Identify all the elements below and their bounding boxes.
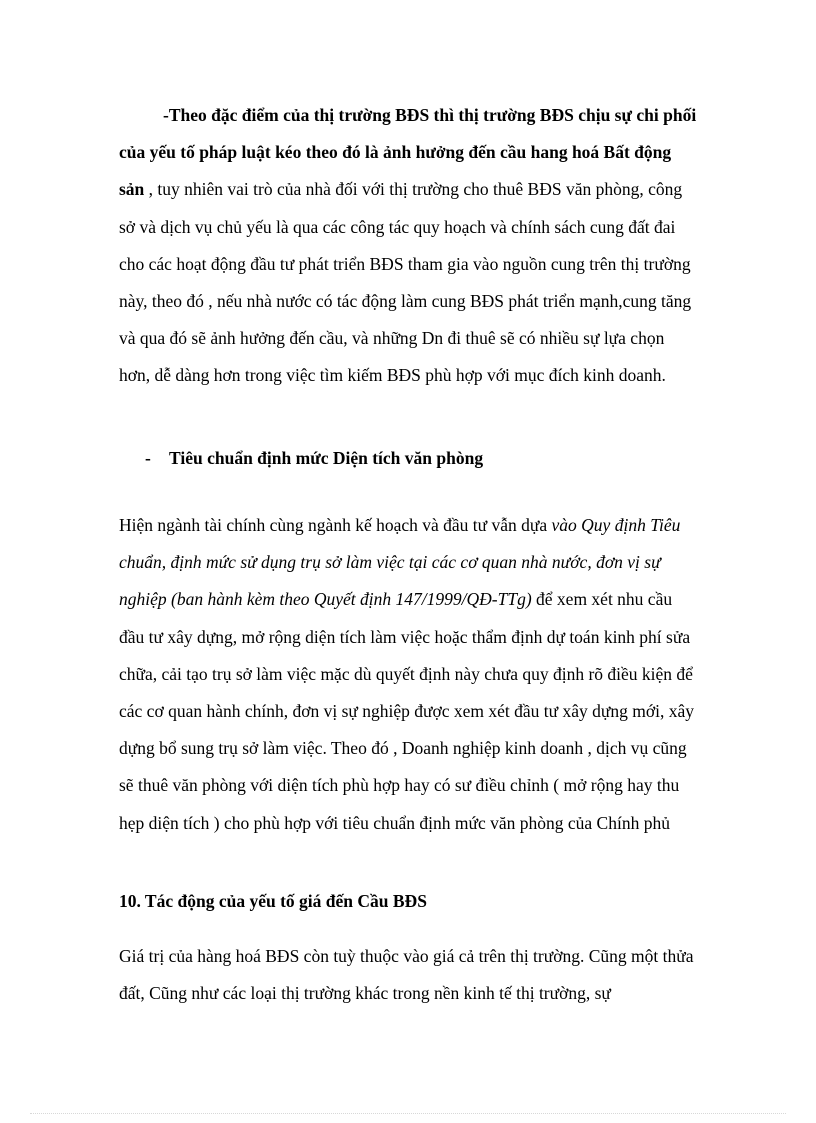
paragraph-legal-factors (119, 97, 699, 395)
bullet-dash: - (145, 448, 151, 468)
paragraph-legal-factors-bold: -Theo đặc điểm của thị trường BĐS thì thị trường BĐS chịu sự chi phối của yếu tố pháp luật kéo theo đó là ảnh hưởng đến cầu hang hoá Bất động sản (119, 105, 697, 200)
section-heading-office-standards (145, 440, 483, 477)
paragraph-price-impact: Giá trị của hàng hoá BĐS còn tuỳ thuộc vào giá cả trên thị trường. Cũng một thửa đất, Cũng như các loại thị trường khác trong nền kinh tế thị trường, sự (119, 946, 694, 1004)
paragraph-office-standards (119, 507, 699, 842)
paragraph-office-standards-regulation: vào Quy định Tiêu chuẩn, định mức sử dụng trụ sở làm việc tại các cơ quan nhà nước, đơn vị sự nghiệp (ban hành kèm theo Quyết định 147/1999/QĐ-TTg) (119, 515, 681, 610)
page-bottom-divider (30, 1113, 786, 1114)
paragraph-legal-factors-body: , tuy nhiên vai trò của nhà đối với thị trường cho thuê BĐS văn phòng, công sở và dịch vụ chủ yếu là qua các công tác quy hoạch và chính sách cung đất đai cho các hoạt động đầu tư phát triển BĐS tham gia vào nguồn cung trên thị trường này, theo đó , nếu nhà nước có tác động làm cung BĐS phát triển mạnh,cung tăng và qua đó sẽ ảnh hưởng đến cầu, và những Dn đi thuê sẽ có nhiều sự lựa chọn hơn, dễ dàng hơn trong việc tìm kiếm BĐS phù hợp với mục đích kinh doanh. (119, 179, 692, 386)
section-heading-office-standards-text: Tiêu chuẩn định mức Diện tích văn phòng (169, 448, 484, 468)
section-heading-price-impact: 10. Tác động của yếu tố giá đến Cầu BĐS (119, 891, 427, 911)
paragraph-office-standards-body: để xem xét nhu cầu đầu tư xây dựng, mở rộng diện tích làm việc hoặc thẩm định dự toán kinh phí sửa chữa, cải tạo trụ sở làm việc mặc dù quyết định này chưa quy định rõ điều kiện để các cơ quan hành chính, đơn vị sự nghiệp được xem xét đầu tư xây dựng mới, xây dựng bổ sung trụ sở làm việc. Theo đó , Doanh nghiệp kinh doanh , dịch vụ cũng sẽ thuê văn phòng với diện tích phù hợp hay có sư điều chỉnh ( mở rộng hay thu hẹp diện tích ) cho phù hợp với tiêu chuẩn định mức văn phòng của Chính phủ (119, 589, 695, 833)
paragraph-office-standards-lead: Hiện ngành tài chính cùng ngành kế hoạch và đầu tư vẫn dựa (119, 515, 552, 535)
